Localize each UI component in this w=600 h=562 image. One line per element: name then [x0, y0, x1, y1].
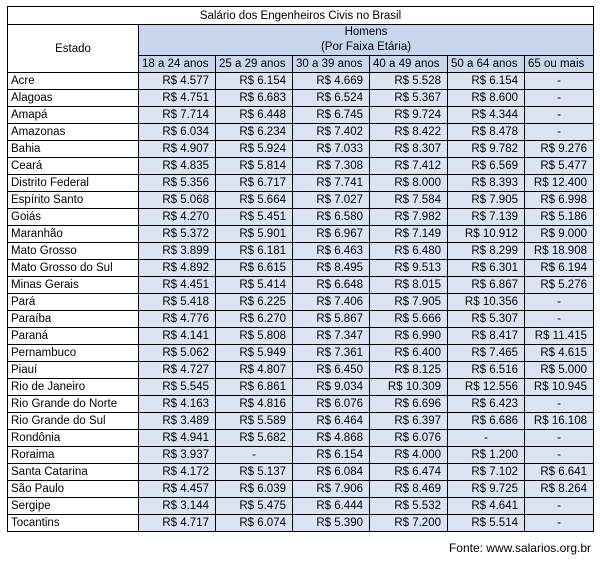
salary-cell: R$ 5.414 — [216, 277, 293, 294]
salary-cell: R$ 7.347 — [293, 328, 370, 345]
salary-cell: R$ 5.532 — [370, 498, 448, 515]
state-name: Paraná — [8, 328, 139, 345]
table-row — [8, 447, 594, 464]
salary-cell: R$ 4.577 — [139, 73, 216, 90]
salary-cell: R$ 6.990 — [370, 328, 448, 345]
salary-cell: R$ 4.172 — [139, 464, 216, 481]
salary-cell: R$ 4.868 — [293, 430, 370, 447]
salary-cell: R$ 7.308 — [293, 158, 370, 175]
salary-cell: R$ 6.039 — [216, 481, 293, 498]
salary-cell: R$ 8.422 — [370, 124, 448, 141]
salary-cell: R$ 4.163 — [139, 396, 216, 413]
salary-cell: - — [525, 498, 594, 515]
salary-table — [7, 6, 594, 532]
salary-cell: R$ 6.998 — [525, 192, 594, 209]
table-row — [8, 379, 594, 396]
salary-cell: R$ 7.139 — [448, 209, 525, 226]
salary-cell: R$ 5.068 — [139, 192, 216, 209]
salary-cell: R$ 4.344 — [448, 107, 525, 124]
state-name: Rio Grande do Norte — [8, 396, 139, 413]
salary-cell: R$ 5.367 — [370, 90, 448, 107]
salary-cell: R$ 4.669 — [293, 73, 370, 90]
table-row — [8, 362, 594, 379]
salary-cell: R$ 4.751 — [139, 90, 216, 107]
salary-cell: R$ 6.474 — [370, 464, 448, 481]
salary-cell: - — [525, 311, 594, 328]
salary-cell: R$ 7.412 — [370, 158, 448, 175]
salary-cell: R$ 9.000 — [525, 226, 594, 243]
table-row — [8, 192, 594, 209]
salary-cell: - — [216, 447, 293, 464]
state-name: Pará — [8, 294, 139, 311]
salary-cell: R$ 6.696 — [370, 396, 448, 413]
state-name: Sergipe — [8, 498, 139, 515]
salary-cell: R$ 4.807 — [216, 362, 293, 379]
salary-cell: R$ 4.727 — [139, 362, 216, 379]
salary-cell: R$ 6.400 — [370, 345, 448, 362]
salary-cell: R$ 4.641 — [448, 498, 525, 515]
salary-cell: R$ 5.924 — [216, 141, 293, 158]
salary-cell: R$ 6.397 — [370, 413, 448, 430]
salary-cell: - — [448, 430, 525, 447]
table-row — [8, 430, 594, 447]
salary-cell: R$ 6.569 — [448, 158, 525, 175]
salary-cell: R$ 8.478 — [448, 124, 525, 141]
salary-cell: R$ 6.967 — [293, 226, 370, 243]
salary-cell: R$ 4.000 — [370, 447, 448, 464]
salary-cell: R$ 4.141 — [139, 328, 216, 345]
salary-cell: R$ 7.200 — [370, 515, 448, 532]
salary-cell: R$ 6.861 — [216, 379, 293, 396]
salary-cell: R$ 6.444 — [293, 498, 370, 515]
state-name: Roraima — [8, 447, 139, 464]
salary-cell: R$ 5.589 — [216, 413, 293, 430]
salary-cell: R$ 5.867 — [293, 311, 370, 328]
salary-cell: - — [525, 294, 594, 311]
age-group-header: 65 ou mais — [525, 56, 594, 73]
salary-cell: R$ 7.033 — [293, 141, 370, 158]
salary-cell: R$ 7.741 — [293, 175, 370, 192]
age-group-header: 30 a 39 anos — [293, 56, 370, 73]
table-row — [8, 396, 594, 413]
salary-cell: R$ 8.417 — [448, 328, 525, 345]
state-name: Piauí — [8, 362, 139, 379]
salary-cell: R$ 9.725 — [448, 481, 525, 498]
source-note: Fonte: www.salarios.org.br — [448, 541, 591, 555]
salary-cell: R$ 6.480 — [370, 243, 448, 260]
salary-cell: R$ 4.451 — [139, 277, 216, 294]
salary-cell: R$ 6.745 — [293, 107, 370, 124]
group-header-subtitle: (Por Faixa Etária) — [320, 41, 412, 53]
salary-cell: R$ 4.816 — [216, 396, 293, 413]
table-row — [8, 345, 594, 362]
salary-cell: R$ 4.776 — [139, 311, 216, 328]
salary-cell: R$ 6.034 — [139, 124, 216, 141]
salary-cell: R$ 4.892 — [139, 260, 216, 277]
salary-cell: R$ 7.465 — [448, 345, 525, 362]
salary-cell: R$ 9.513 — [370, 260, 448, 277]
salary-cell: R$ 5.814 — [216, 158, 293, 175]
salary-cell: R$ 8.299 — [448, 243, 525, 260]
salary-cell: R$ 4.615 — [525, 345, 594, 362]
table-row — [8, 277, 594, 294]
salary-cell: R$ 9.034 — [293, 379, 370, 396]
group-header-title: Homens — [344, 26, 388, 38]
state-name: Amapá — [8, 107, 139, 124]
salary-cell: R$ 9.782 — [448, 141, 525, 158]
salary-cell: R$ 6.074 — [216, 515, 293, 532]
salary-cell: R$ 7.102 — [448, 464, 525, 481]
salary-cell: R$ 7.906 — [293, 481, 370, 498]
salary-cell: R$ 4.717 — [139, 515, 216, 532]
salary-cell: R$ 6.301 — [448, 260, 525, 277]
salary-cell: R$ 12.556 — [448, 379, 525, 396]
salary-cell: R$ 7.149 — [370, 226, 448, 243]
table-row — [8, 175, 594, 192]
state-name: Espírito Santo — [8, 192, 139, 209]
salary-cell: R$ 3.489 — [139, 413, 216, 430]
salary-cell: R$ 5.901 — [216, 226, 293, 243]
state-name: Rondônia — [8, 430, 139, 447]
salary-cell: R$ 7.982 — [370, 209, 448, 226]
salary-cell: R$ 10.356 — [448, 294, 525, 311]
salary-cell: - — [525, 90, 594, 107]
state-name: Distrito Federal — [8, 175, 139, 192]
salary-cell: R$ 5.808 — [216, 328, 293, 345]
salary-cell: R$ 6.076 — [293, 396, 370, 413]
salary-cell: R$ 6.181 — [216, 243, 293, 260]
salary-cell: R$ 8.600 — [448, 90, 525, 107]
salary-cell: R$ 8.000 — [370, 175, 448, 192]
age-group-header: 25 a 29 anos — [216, 56, 293, 73]
salary-cell: R$ 8.125 — [370, 362, 448, 379]
state-name: Rio Grande do Sul — [8, 413, 139, 430]
salary-cell: R$ 8.264 — [525, 481, 594, 498]
table-body — [8, 73, 594, 532]
salary-cell: R$ 5.949 — [216, 345, 293, 362]
salary-cell: R$ 5.477 — [525, 158, 594, 175]
salary-cell: R$ 5.682 — [216, 430, 293, 447]
salary-cell: R$ 5.137 — [216, 464, 293, 481]
table-row — [8, 243, 594, 260]
table-row — [8, 158, 594, 175]
table-row — [8, 464, 594, 481]
salary-cell: - — [525, 430, 594, 447]
salary-cell: R$ 8.307 — [370, 141, 448, 158]
state-name: Amazonas — [8, 124, 139, 141]
salary-cell: R$ 5.528 — [370, 73, 448, 90]
salary-cell: - — [525, 124, 594, 141]
salary-cell: R$ 5.475 — [216, 498, 293, 515]
salary-cell: R$ 5.000 — [525, 362, 594, 379]
estado-header: Estado — [8, 25, 139, 73]
table-row — [8, 481, 594, 498]
salary-cell: R$ 5.062 — [139, 345, 216, 362]
salary-cell: R$ 5.276 — [525, 277, 594, 294]
salary-cell: R$ 5.545 — [139, 379, 216, 396]
salary-cell: R$ 4.835 — [139, 158, 216, 175]
table-row — [8, 294, 594, 311]
salary-cell: R$ 5.664 — [216, 192, 293, 209]
salary-cell: R$ 18.908 — [525, 243, 594, 260]
salary-cell: R$ 7.406 — [293, 294, 370, 311]
table-row — [8, 311, 594, 328]
salary-cell: R$ 6.615 — [216, 260, 293, 277]
salary-cell: R$ 4.941 — [139, 430, 216, 447]
state-name: Tocantins — [8, 515, 139, 532]
table-row — [8, 260, 594, 277]
salary-cell: R$ 6.450 — [293, 362, 370, 379]
salary-cell: R$ 8.393 — [448, 175, 525, 192]
table-row — [8, 124, 594, 141]
salary-cell: R$ 6.154 — [293, 447, 370, 464]
salary-cell: R$ 5.418 — [139, 294, 216, 311]
salary-cell: R$ 6.225 — [216, 294, 293, 311]
salary-cell: R$ 11.415 — [525, 328, 594, 345]
salary-cell: R$ 3.937 — [139, 447, 216, 464]
salary-cell: R$ 5.514 — [448, 515, 525, 532]
state-name: Bahia — [8, 141, 139, 158]
table-row — [8, 328, 594, 345]
state-name: Goiás — [8, 209, 139, 226]
salary-cell: R$ 5.186 — [525, 209, 594, 226]
salary-cell: R$ 3.144 — [139, 498, 216, 515]
salary-cell: R$ 6.154 — [448, 73, 525, 90]
salary-cell: R$ 8.495 — [293, 260, 370, 277]
salary-cell: R$ 8.015 — [370, 277, 448, 294]
salary-cell: R$ 6.084 — [293, 464, 370, 481]
salary-cell: R$ 4.457 — [139, 481, 216, 498]
state-name: Ceará — [8, 158, 139, 175]
salary-cell: R$ 7.905 — [370, 294, 448, 311]
table-row — [8, 107, 594, 124]
salary-cell: R$ 4.270 — [139, 209, 216, 226]
salary-cell: R$ 6.683 — [216, 90, 293, 107]
salary-cell: R$ 6.524 — [293, 90, 370, 107]
salary-cell: - — [525, 396, 594, 413]
salary-cell: R$ 7.402 — [293, 124, 370, 141]
salary-cell: R$ 12.400 — [525, 175, 594, 192]
salary-cell: - — [525, 107, 594, 124]
salary-cell: R$ 7.714 — [139, 107, 216, 124]
age-group-header: 50 a 64 anos — [448, 56, 525, 73]
salary-cell: R$ 5.451 — [216, 209, 293, 226]
salary-cell: R$ 8.469 — [370, 481, 448, 498]
salary-cell: R$ 7.361 — [293, 345, 370, 362]
state-name: Maranhão — [8, 226, 139, 243]
age-group-header: 40 a 49 anos — [370, 56, 448, 73]
salary-cell: R$ 6.076 — [370, 430, 448, 447]
salary-cell: R$ 3.899 — [139, 243, 216, 260]
salary-cell: R$ 6.641 — [525, 464, 594, 481]
salary-cell: R$ 5.307 — [448, 311, 525, 328]
salary-cell: R$ 16.108 — [525, 413, 594, 430]
salary-cell: R$ 6.867 — [448, 277, 525, 294]
salary-cell: R$ 9.276 — [525, 141, 594, 158]
salary-cell: R$ 6.580 — [293, 209, 370, 226]
table-row — [8, 90, 594, 107]
salary-cell: - — [525, 447, 594, 464]
salary-cell: - — [525, 515, 594, 532]
state-name: Mato Grosso do Sul — [8, 260, 139, 277]
salary-cell: R$ 6.717 — [216, 175, 293, 192]
salary-cell: R$ 4.907 — [139, 141, 216, 158]
salary-cell: R$ 5.372 — [139, 226, 216, 243]
salary-cell: R$ 6.234 — [216, 124, 293, 141]
salary-cell: R$ 6.464 — [293, 413, 370, 430]
state-name: Alagoas — [8, 90, 139, 107]
salary-cell: R$ 9.724 — [370, 107, 448, 124]
salary-cell: R$ 6.516 — [448, 362, 525, 379]
table-row — [8, 209, 594, 226]
state-name: Pernambuco — [8, 345, 139, 362]
salary-cell: R$ 6.194 — [525, 260, 594, 277]
salary-cell: R$ 6.154 — [216, 73, 293, 90]
salary-cell: R$ 7.905 — [448, 192, 525, 209]
state-name: Santa Catarina — [8, 464, 139, 481]
state-name: São Paulo — [8, 481, 139, 498]
salary-cell: R$ 7.584 — [370, 192, 448, 209]
state-name: Acre — [8, 73, 139, 90]
salary-cell: R$ 6.686 — [448, 413, 525, 430]
state-name: Minas Gerais — [8, 277, 139, 294]
salary-cell: R$ 1.200 — [448, 447, 525, 464]
salary-cell: R$ 6.270 — [216, 311, 293, 328]
table-row — [8, 413, 594, 430]
table-row — [8, 141, 594, 158]
salary-cell: R$ 6.648 — [293, 277, 370, 294]
salary-cell: R$ 7.027 — [293, 192, 370, 209]
salary-cell: R$ 6.463 — [293, 243, 370, 260]
salary-cell: R$ 6.448 — [216, 107, 293, 124]
salary-cell: R$ 5.356 — [139, 175, 216, 192]
salary-cell: - — [525, 73, 594, 90]
table-row — [8, 498, 594, 515]
state-name: Rio de Janeiro — [8, 379, 139, 396]
salary-cell: R$ 5.390 — [293, 515, 370, 532]
table-row — [8, 226, 594, 243]
salary-cell: R$ 5.666 — [370, 311, 448, 328]
group-header — [139, 25, 594, 56]
state-name: Paraíba — [8, 311, 139, 328]
salary-cell: R$ 6.423 — [448, 396, 525, 413]
table-row — [8, 515, 594, 532]
table-row — [8, 73, 594, 90]
salary-cell: R$ 10.309 — [370, 379, 448, 396]
table-title: Salário dos Engenheiros Civis no Brasil — [8, 7, 594, 25]
salary-cell: R$ 10.912 — [448, 226, 525, 243]
salary-cell: R$ 10.945 — [525, 379, 594, 396]
state-name: Mato Grosso — [8, 243, 139, 260]
age-group-header: 18 a 24 anos — [139, 56, 216, 73]
